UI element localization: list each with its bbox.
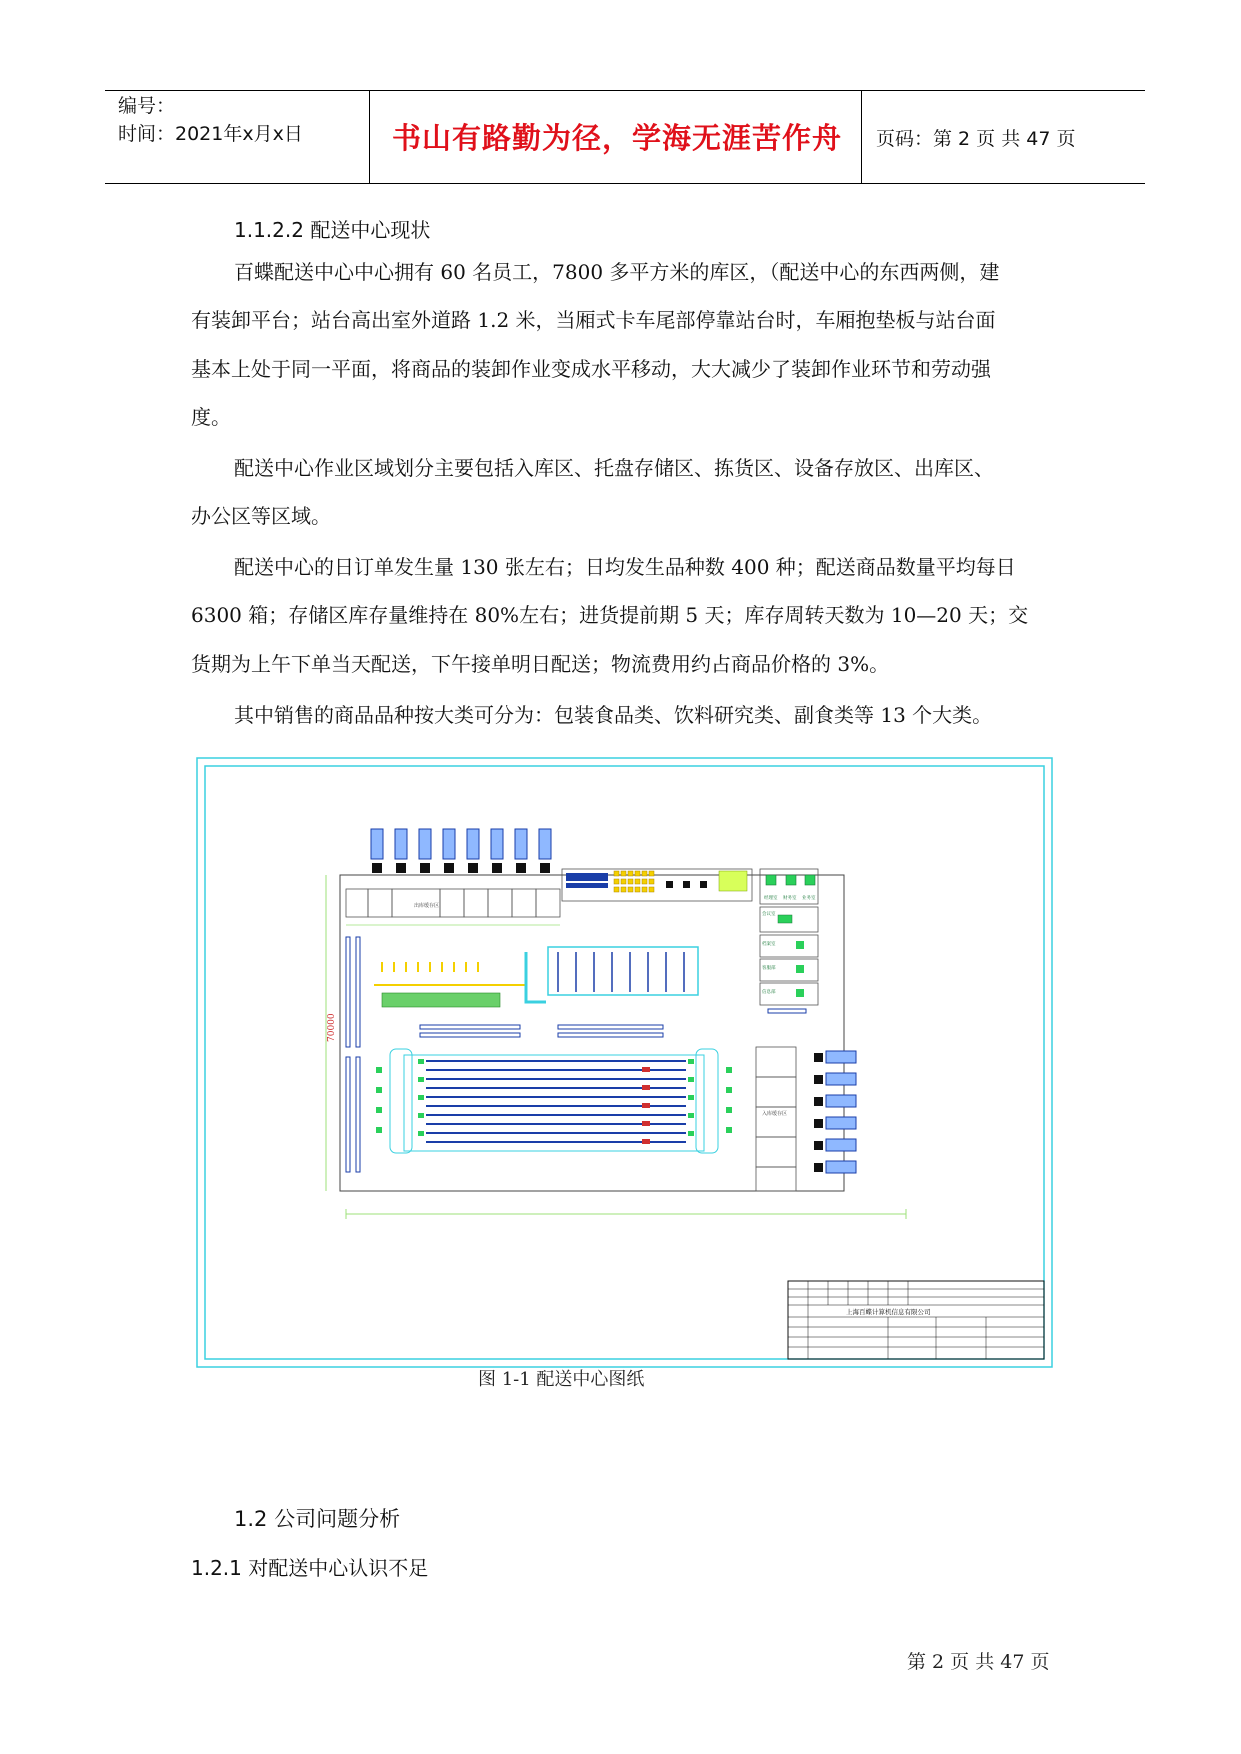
title-block-company: 上海百蝶计算机信息有限公司 <box>846 1308 931 1316</box>
zone-label-outbound: 出库缓存区 <box>414 903 440 909</box>
zone-label-room-1: 会议室 <box>762 912 776 917</box>
dimension-label: 70000 <box>327 1013 337 1042</box>
section-heading-1-2: 1.2 公司问题分析 <box>234 1507 401 1531</box>
header-motto: 书山有路勤为径，学海无涯苦作舟 <box>391 121 842 155</box>
zone-label-inbound: 入库缓存区 <box>762 1111 788 1117</box>
paragraph-line: 有装卸平台；站台高出室外道路 1.2 米，当厢式卡车尾部停靠站台时，车厢抱垫板与站台面 <box>191 308 996 332</box>
section-heading-1-2-1: 1.2.1 对配送中心认识不足 <box>191 1556 429 1580</box>
header-divider-left <box>369 90 370 183</box>
figure-caption: 图 1-1 配送中心图纸 <box>478 1369 645 1390</box>
paragraph-line: 货期为上午下单当天配送，下午接单明日配送；物流费用约占商品价格的 3%。 <box>191 652 890 676</box>
paragraph-line: 百蝶配送中心中心拥有 60 名员工，7800 多平方米的库区，（配送中心的东西两侧，建 <box>234 260 1000 284</box>
paragraph-line: 配送中心的日订单发生量 130 张左右；日均发生品种数 400 种；配送商品数量平均每日 <box>234 555 1016 579</box>
header-page-number: 页码：第 2 页 共 47 页 <box>876 128 1076 150</box>
zone-label-office-1: 经理室 <box>764 896 778 901</box>
zone-label-room-4: 信息部 <box>762 990 776 995</box>
section-heading-1-1-2-2: 1.1.2.2 配送中心现状 <box>234 218 431 242</box>
paragraph-line: 基本上处于同一平面，将商品的装卸作业变成水平移动，大大减少了装卸作业环节和劳动强 <box>191 357 991 381</box>
header-meta <box>118 92 303 148</box>
zone-label-room-3: 客服部 <box>762 966 776 971</box>
header-time: 时间：2021年x月x日 <box>118 123 303 145</box>
distribution-center-drawing <box>196 757 1053 1368</box>
zone-label-office-2: 财务室 <box>783 896 797 901</box>
title-block <box>788 1281 1044 1359</box>
footer-page-number: 第 2 页 共 47 页 <box>907 1651 1050 1673</box>
header-top-rule <box>105 90 1145 91</box>
zone-label-room-2: 档案室 <box>762 942 776 947</box>
zone-label-office-3: 业务室 <box>802 896 816 901</box>
paragraph-line: 度。 <box>191 405 231 429</box>
paragraph-line: 6300 箱；存储区库存量维持在 80%左右；进货提前期 5 天；库存周转天数为 10—20 天；交 <box>191 603 1029 627</box>
paragraph-line: 其中销售的商品品种按大类可分为：包装食品类、饮料研究类、副食类等 13 个大类。 <box>234 703 993 727</box>
header-number: 编号： <box>118 95 176 117</box>
outbound-trucks <box>371 829 551 873</box>
header-bottom-rule <box>105 183 1145 184</box>
drawing-svg <box>196 757 1053 1368</box>
paragraph-line: 配送中心作业区域划分主要包括入库区、托盘存储区、拣货区、设备存放区、出库区、 <box>234 456 994 480</box>
paragraph-line: 办公区等区域。 <box>191 504 331 528</box>
inbound-trucks <box>814 1051 856 1173</box>
